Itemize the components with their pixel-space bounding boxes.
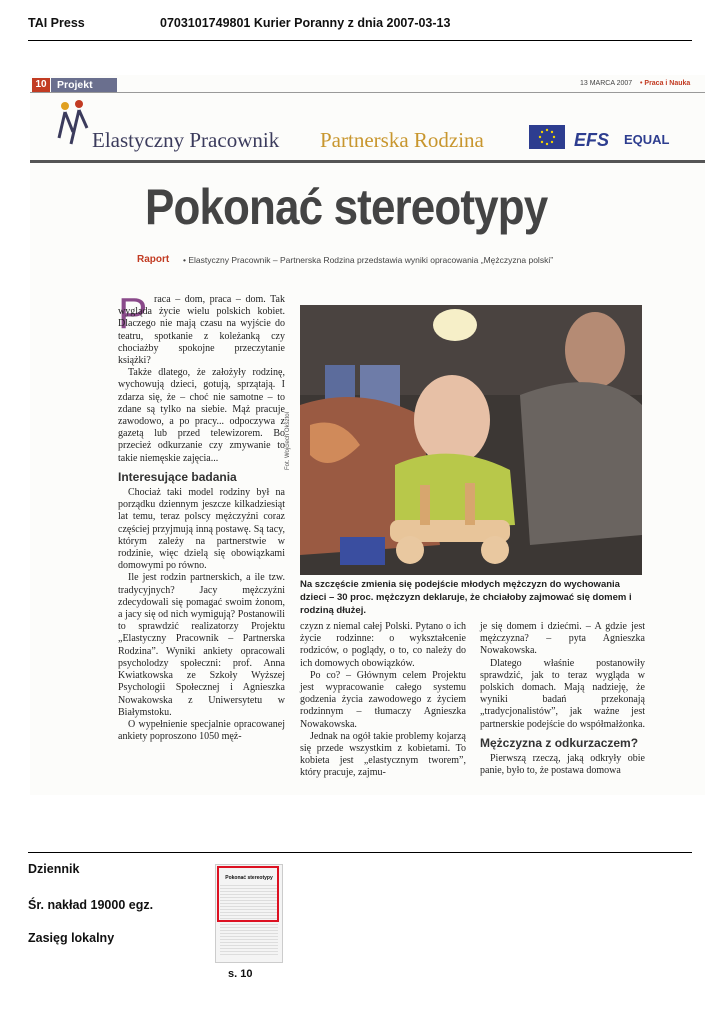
col2-paragraph: Jednak na ogół takie problemy kojarzą się przede wszystkim z kobietami. To kobieta jest „elastycznym tworem”, który pracuje, zajmu- [300,730,466,779]
publication-type: Dziennik [28,862,80,876]
thumbnail-highlight [217,866,279,922]
eu-flag-icon [529,125,565,149]
banner-divider [30,160,705,163]
efs-logo: EFS [574,130,610,150]
article-column-2 [300,621,466,780]
lead-text: • Elastyczny Pracownik – Partnerska Rodzina przedstawia wyniki opracowania „Mężczyzna polski” [183,255,554,265]
col1-paragraph: Ile jest rodzin partnerskich, a ile tzw. tradycyjnych? Jacy mężczyźni zdecydowali się pomagać swoim żonom, a jacy się od nich wymigują? Postanowili to sprawdzić realizatorzy Projektu „Elastyczny Pracownik – Partnerska Rodzina”. Wyniki ankiety opracowali psycholodzy społeczni: prof. Anna Kwiatkowska ze Szkoły Wyższej Psychologii Społecznej i Agnieszka Nowakowska z Uniwersytetu w Białymstoku. [118,572,285,718]
issue-date: 13 MARCA 2007 [580,80,633,87]
circulation: Śr. nakład 19000 egz. [28,898,154,912]
col1-paragraph: Chociaż taki model rodziny był na porządku dziennym jeszcze kilkadziesiąt lat temu, teraz polscy mężczyźni coraz częściej przyjmują inną postawę. Są tacy, którym zależy na partnerstwie w rodzinie, więc dzielą się obowiązkami domowymi po równo. [118,487,285,572]
subheading: Mężczyzna z odkurzaczem? [480,735,639,750]
col2-paragraph: Po co? – Głównym celem Projektu jest wypracowanie całego systemu godzenia życia zawodowego z życiem rodzinnym – tłumaczy Agnieszka Nowakowska. [300,669,466,730]
banner-title-1: Elastyczny Pracownik [92,128,280,152]
source-name: TAI Press [28,16,85,30]
banner-title-2: Partnerska Rodzina [320,128,484,152]
headline: Pokonać stereotypy [145,179,548,235]
col1-paragraph: O wypełnienie specjalnie opracowanej ankiety poproszono 1050 męż- [118,718,285,743]
photo-caption: Na szczęście zmienia się podejście młodych mężczyzn do wychowania dzieci – 30 proc. mężczyzn deklaruje, że chciałoby zajmować się domem i rodziną dłużej. [300,579,632,616]
raport-label: Raport [137,254,170,265]
col2-paragraph: czyzn z niemal całej Polski. Pytano o ich życie rodzinne: o wykształcenie rodziców, o poglądy, o to, co należy do ich domowych obowiązków. [300,621,466,669]
col3-paragraph: Dlatego właśnie postanowiły sprawdzić, jak to teraz wygląda w polskich domach. Mają nadzieję, że wyniki badań przekonają „tradycjonalistów”, jak ważne jest partnerskie podejście do współmałżonka. [480,657,645,730]
bottom-divider [28,852,692,853]
article-column-3 [480,621,645,777]
clipping-meta: 0703101749801 Kurier Poranny z dnia 2007-03-13 [160,16,451,30]
page-reference: s. 10 [228,968,253,980]
section-badge: Projekt [51,78,117,92]
article-column-1 [118,289,285,743]
article-photo [300,305,642,575]
col3-paragraph: Pierwszą rzeczą, jaką odkryły obie panie, było to, że postawa domowa [480,753,645,777]
photo-credit: Fot. Wojciech Oksztol [285,412,291,470]
reach: Zasięg lokalny [28,931,115,945]
top-divider [28,40,692,41]
thumbnail-title: Pokonać stereotypy [225,875,273,881]
col3-paragraph: je się domem i dziećmi. – A gdzie jest mężczyzna? – pyta Agnieszka Nowakowska. [480,621,645,657]
issue-section: • Praca i Nauka [640,80,691,87]
subheading: Interesujące badania [118,469,237,484]
page-number-badge: 10 [32,78,50,92]
equal-logo: EQUAL [624,132,670,147]
col1-paragraph: raca – dom, praca – dom. Tak wygląda życie wielu polskich kobiet. Dlaczego nie mają czasu na wyjście do teatru, spotkanie z koleżanką czy chociażby spokojne przeczytanie książki? [118,294,285,367]
col1-paragraph: Także dlatego, że założyły rodzinę, wychowują dzieci, gotują, sprzątają. I zdarza się, że – choć nie samotne – to zdane są tylko na siebie. Mąż pracuje zawodowo, a po pracy... odpoczywa z gazetą lub przed telewizorem. Bo przecież odkurzanie czy zmywanie to takie niemęskie zajęcia... [118,367,285,464]
project-logo-icon [55,98,91,155]
drop-cap: P [118,289,148,338]
